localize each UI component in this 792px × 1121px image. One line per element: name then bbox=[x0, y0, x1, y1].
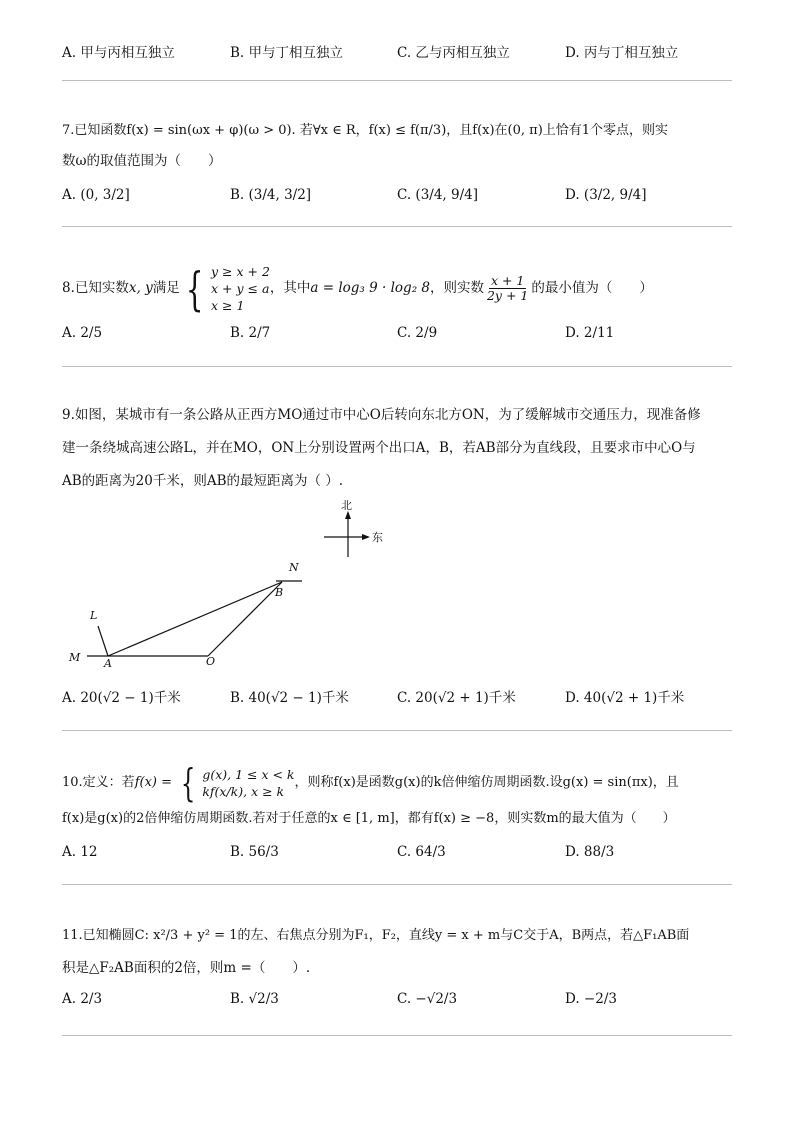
q10-piecewise: { g(x), 1 ≤ x < k kf(x/k), x ≥ k bbox=[180, 760, 295, 805]
q10-option-a: A. 12 bbox=[62, 844, 98, 860]
compass-east-label: 东 bbox=[372, 531, 383, 544]
divider bbox=[62, 730, 732, 731]
point-n-label: N bbox=[289, 561, 299, 574]
q9-stem-line1: 9.如图，某城市有一条公路从正西方MO通过市中心O后转向东北方ON，为了缓解城市交通压力，现准备修 bbox=[62, 407, 701, 423]
q6-option-a: A. 甲与丙相互独立 bbox=[62, 45, 175, 61]
point-m-label: M bbox=[69, 651, 81, 664]
q6-option-b: B. 甲与丁相互独立 bbox=[230, 45, 344, 61]
q7-stem-line1: 7.已知函数f(x) = sin(ωx + φ)(ω > 0). 若∀x ∈ R，f(x) ≤ f(π/3)，且f(x)在(0, π)上恰有1个零点，则实 bbox=[62, 123, 669, 138]
q9-option-a: A. 20(√2 − 1)千米 bbox=[62, 690, 181, 706]
q11-stem-line2: 积是△F₂AB面积的2倍，则m =（ ）. bbox=[62, 960, 311, 976]
q8-vars: x, y bbox=[128, 280, 153, 296]
east-arrow-icon bbox=[362, 534, 370, 540]
q8-text-post3: 的最小值为（ ） bbox=[531, 280, 653, 296]
q10-option-d: D. 88/3 bbox=[565, 844, 615, 860]
q11-option-a: A. 2/3 bbox=[62, 991, 103, 1007]
q11-option-c: C. −√2/3 bbox=[397, 991, 458, 1007]
q11-stem-line1: 11.已知椭圆C: x²/3 + y² = 1的左、右焦点分别为F₁，F₂，直线y = x + m与C交于A，B两点，若△F₁AB面 bbox=[62, 928, 690, 943]
north-arrow-icon bbox=[345, 511, 351, 519]
q8-stem bbox=[62, 258, 653, 318]
divider bbox=[62, 366, 732, 367]
q8-option-a: A. 2/5 bbox=[62, 325, 103, 341]
q6-option-c: C. 乙与丙相互独立 bbox=[397, 45, 510, 61]
q8-text-post2: ，则实数 bbox=[429, 280, 484, 296]
q11-option-d: D. −2/3 bbox=[565, 991, 617, 1007]
q7-option-b: B. (3/4, 3/2] bbox=[230, 187, 312, 203]
q8-constraint-system: { y ≥ x + 2 x + y ≤ a x ≥ 1 bbox=[185, 261, 270, 316]
q8-condition: a = log₃ 9 · log₂ 8 bbox=[310, 280, 430, 296]
highway-l bbox=[98, 626, 108, 656]
q7-option-d: D. (3/2, 9/4] bbox=[565, 187, 647, 203]
q10-option-b: B. 56/3 bbox=[230, 844, 279, 860]
q8-text-mid: 满足 bbox=[152, 280, 180, 296]
line-l-label: L bbox=[90, 609, 98, 622]
divider bbox=[62, 884, 732, 885]
q11-option-b: B. √2/3 bbox=[230, 991, 279, 1007]
q8-constraint-3: x ≥ 1 bbox=[211, 298, 245, 313]
segment-ab bbox=[108, 582, 282, 656]
q7-stem-line2: 数ω的取值范围为（ ） bbox=[62, 153, 222, 169]
q8-text-pre: 8.已知实数 bbox=[62, 280, 129, 296]
q7-option-a: A. (0, 3/2] bbox=[62, 187, 130, 203]
q9-road-figure bbox=[62, 495, 402, 675]
point-b-label: B bbox=[275, 586, 284, 599]
q6-option-d: D. 丙与丁相互独立 bbox=[565, 45, 679, 61]
q10-stem-line2: f(x)是g(x)的2倍伸缩仿周期函数.若对于任意的x ∈ [1, m]，都有f(x) ≥ −8，则实数m的最大值为（ ） bbox=[62, 811, 676, 826]
q9-option-d: D. 40(√2 + 1)千米 bbox=[565, 690, 685, 706]
divider bbox=[62, 80, 732, 81]
q8-option-b: B. 2/7 bbox=[230, 325, 271, 341]
q10-option-c: C. 64/3 bbox=[397, 844, 446, 860]
q7-option-c: C. (3/4, 9/4] bbox=[397, 187, 478, 203]
q8-frac-den: 2y + 1 bbox=[486, 288, 529, 303]
road-on bbox=[208, 582, 282, 656]
q9-stem-line2: 建一条绕城高速公路L，并在MO，ON上分别设置两个出口A，B，若AB部分为直线段，且要求市中心O与 bbox=[62, 440, 696, 456]
q9-stem-line3: AB的距离为20千米，则AB的最短距离为（ ）. bbox=[62, 473, 344, 489]
point-o-label: O bbox=[206, 655, 216, 668]
q9-option-c: C. 20(√2 + 1)千米 bbox=[397, 690, 516, 706]
q8-frac-num: x + 1 bbox=[490, 273, 525, 288]
q8-text-post1: ，其中 bbox=[269, 280, 311, 296]
q10-def-pre: 10.定义：若 bbox=[62, 775, 135, 790]
q8-option-c: C. 2/9 bbox=[397, 325, 438, 341]
q8-option-d: D. 2/11 bbox=[565, 325, 615, 341]
q8-constraint-1: y ≥ x + 2 bbox=[211, 264, 270, 279]
divider bbox=[62, 1035, 732, 1036]
q10-piece-1: g(x), 1 ≤ x < k bbox=[202, 766, 295, 782]
q9-option-b: B. 40(√2 − 1)千米 bbox=[230, 690, 349, 706]
q8-target-fraction bbox=[485, 274, 530, 303]
q8-constraint-2: x + y ≤ a bbox=[211, 281, 270, 296]
point-a-label: A bbox=[104, 657, 112, 670]
q10-stem-line1: 10.定义：若f(x) = { g(x), 1 ≤ x < k kf(x/k), x ≥ k ，则称f(x)是函数g(x)的k倍伸缩仿周期函数.设g(x) = sin(πx)，且 bbox=[62, 760, 679, 805]
q10-piece-2: kf(x/k), x ≥ k bbox=[202, 783, 285, 799]
compass-north-label: 北 bbox=[341, 499, 352, 512]
q10-def-post: ，则称f(x)是函数g(x)的k倍伸缩仿周期函数.设g(x) = sin(πx)，且 bbox=[294, 775, 679, 790]
divider bbox=[62, 226, 732, 227]
